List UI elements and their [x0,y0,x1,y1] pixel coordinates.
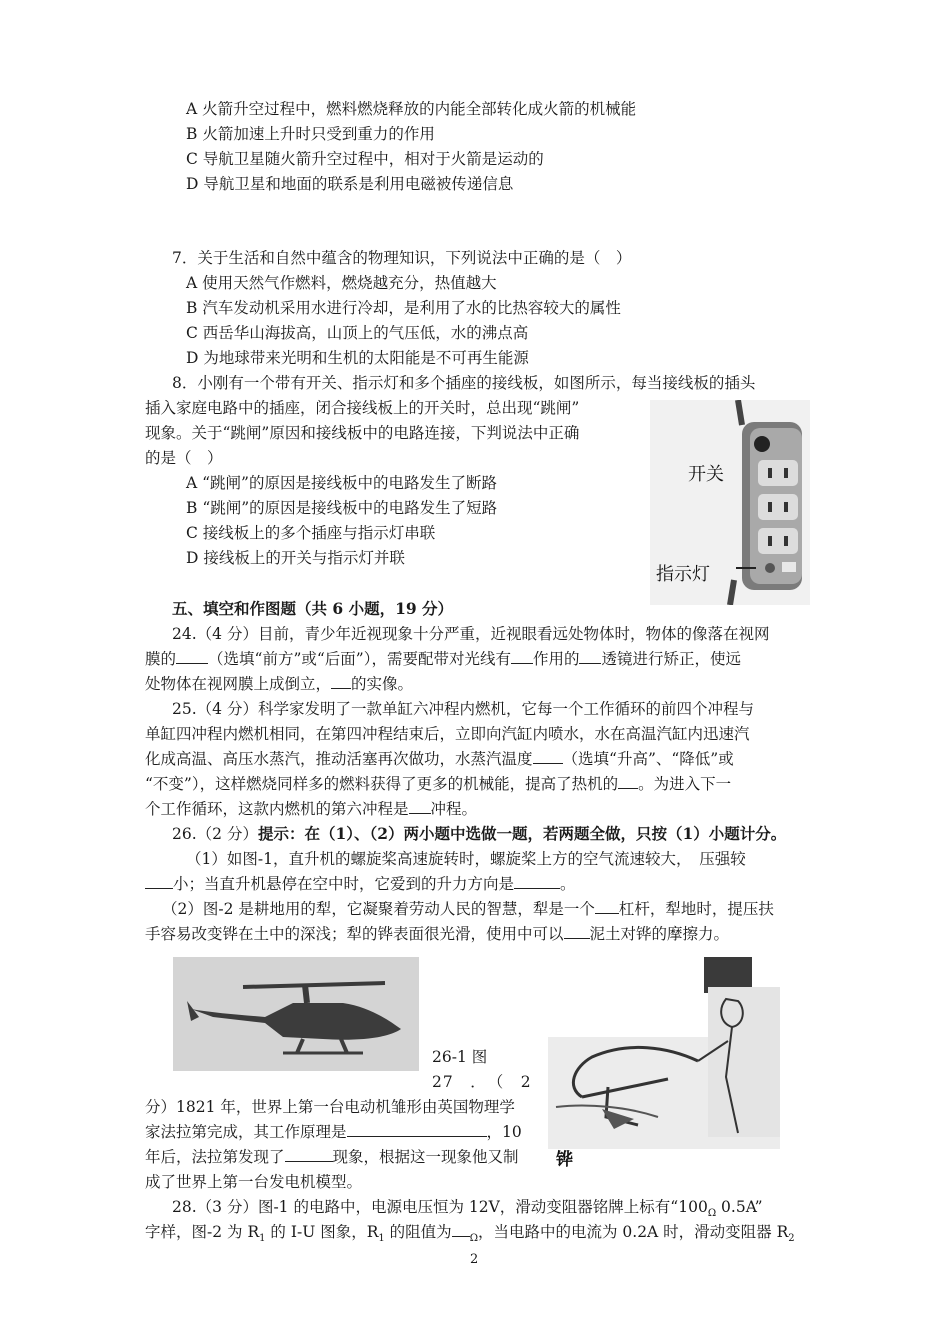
blank[interactable] [176,648,208,664]
blank[interactable] [514,873,560,889]
blank[interactable] [579,648,601,664]
q26-part2-line-2: 手容易改变铧在土中的深浅；犁的铧表面很光滑，使用中可以 泥土对铧的摩擦力。 [145,925,730,943]
label-indicator-light: 指示灯 [656,564,710,585]
q25-line-4: “不变”），这样燃烧同样多的燃料获得了更多的机械能，提高了热机的 。为进入下一 [145,775,732,793]
blank[interactable] [595,898,619,914]
q8-option-a: A “跳闸”的原因是接线板中的电路发生了断路 [186,474,497,492]
blank[interactable] [285,1146,333,1162]
q8-option-b: B “跳闸”的原因是接线板中的电路发生了短路 [186,499,498,517]
q27-line-2: 分）1821 年，世界上第一台电动机雏形由英国物理学 [145,1098,515,1116]
q7-option-d: D 为地球带来光明和生机的太阳能是不可再生能源 [186,349,529,367]
q6-option-b: B 火箭加速上升时只受到重力的作用 [186,125,435,143]
q7-option-b: B 汽车发动机采用水进行冷却，是利用了水的比热容较大的属性 [186,299,621,317]
q25-line-2: 单缸四冲程内燃机相同，在第四冲程结束后，立即向汽缸内喷水，水在高温汽缸内迅速汽 [145,725,750,743]
q26-part1-line-2: 小；当直升机悬停在空中时，它爱到的升力方向是 。 [145,873,576,895]
fig-26-1-caption: 26-1 图 [432,1048,488,1066]
section-heading: 五、填空和作图题（共 6 小题，19 分） [172,599,454,618]
blank[interactable] [331,673,351,689]
q26-line-1: 26.（2 分）提示：在（1）、（2）两小题中选做一题，若两题全做，只按（1）小题计分。 [172,824,787,843]
q26-part1-line-1: （1）如图-1，直升机的螺旋桨高速旋转时，螺旋桨上方的空气流速较大， 压强较 [186,850,746,868]
q27-line-3: 家法拉第完成，其工作原理是 ，10 [145,1123,522,1141]
label-switch: 开关 [688,464,724,485]
q25-line-5: 个工作循环，这款内燃机的第六冲程是 冲程。 [145,800,478,818]
plough-image [548,957,780,1149]
q8-line-3: 现象。关于“跳闸”原因和接线板中的电路连接，下判说法中正确 [145,424,580,442]
q8-line-1: 8．小刚有一个带有开关、指示灯和多个插座的接线板，如图所示，每当接线板的插头 [172,374,756,392]
blank[interactable] [347,1121,487,1137]
q8-option-c: C 接线板上的多个插座与指示灯串联 [186,524,436,542]
q6-option-c: C 导航卫星随火箭升空过程中，相对于火箭是运动的 [186,150,544,168]
q24-line-1: 24.（4 分）目前，青少年近视现象十分严重，近视眼看远处物体时，物体的像落在视网 [172,625,770,643]
page-number: 2 [470,1252,479,1267]
q7-option-a: A 使用天然气作燃料，燃烧越充分，热值越大 [186,274,497,292]
blank[interactable] [618,773,638,789]
q25-line-1: 25.（4 分）科学家发明了一款单缸六冲程内燃机，它每一个工作循环的前四个冲程与 [172,700,754,718]
q8-line-4: 的是（ ） [145,449,223,467]
q27-line-4: 年后，法拉第发现了 现象，根据这一现象他又制 [145,1148,519,1166]
q6-option-d: D 导航卫星和地面的联系是利用电磁被传递信息 [186,175,514,193]
q25-line-3: 化成高温、高压水蒸汽，推动活塞再次做功，水蒸汽温度 （选填“升高”、“降低”或 [145,750,734,768]
plough-share-label: 铧 [556,1150,573,1170]
q6-option-a: A 火箭升空过程中，燃料燃烧释放的内能全部转化成火箭的机械能 [186,100,637,118]
q7-option-c: C 西岳华山海拔高，山顶上的气压低，水的沸点高 [186,324,529,342]
q27-line-5: 成了世界上第一台发电机模型。 [145,1173,363,1191]
q24-line-3: 处物体在视网膜上成倒立， 的实像。 [145,675,414,693]
helicopter-image [173,957,419,1071]
q8-line-2: 插入家庭电路中的插座，闭合接线板上的开关时，总出现“跳闸” [145,399,580,417]
q8-option-d: D 接线板上的开关与指示灯并联 [186,549,405,567]
q24-line-2: 膜的 （选填“前方”或“后面”），需要配带对光线有 作用的 透镜进行矫正，使远 [145,650,741,668]
q26-hint: 提示：在（1）、（2）两小题中选做一题，若两题全做，只按（1）小题计分。 [257,824,787,843]
blank[interactable] [452,1221,470,1237]
blank[interactable] [533,748,563,764]
blank[interactable] [511,648,533,664]
q27-line-1: 27 ． （ 2 [432,1073,532,1091]
blank[interactable] [564,923,590,939]
q28-line-2: 字样，图-2 为 $R_1$ 的 I-U 图象，$R_1$ 的阻值为 $_\Omega$，当电路中的电流为 0.2A 时，滑动变阻器 $R_2$ [145,1223,795,1245]
blank[interactable] [145,873,173,889]
q7-stem: 7．关于生活和自然中蕴含的物理知识，下列说法中正确的是（ ） [172,249,632,267]
q28-line-1: 28.（3 分）图-1 的电路中，电源电压恒为 12V，滑动变阻器铭牌上标有“$100_\Omega$ 0.5A” [172,1198,763,1220]
blank[interactable] [409,798,431,814]
q26-part2-line-1: （2）图-2 是耕地用的犁，它凝聚着劳动人民的智慧，犁是一个 杠杆，犁地时，提压扶 [162,900,774,918]
